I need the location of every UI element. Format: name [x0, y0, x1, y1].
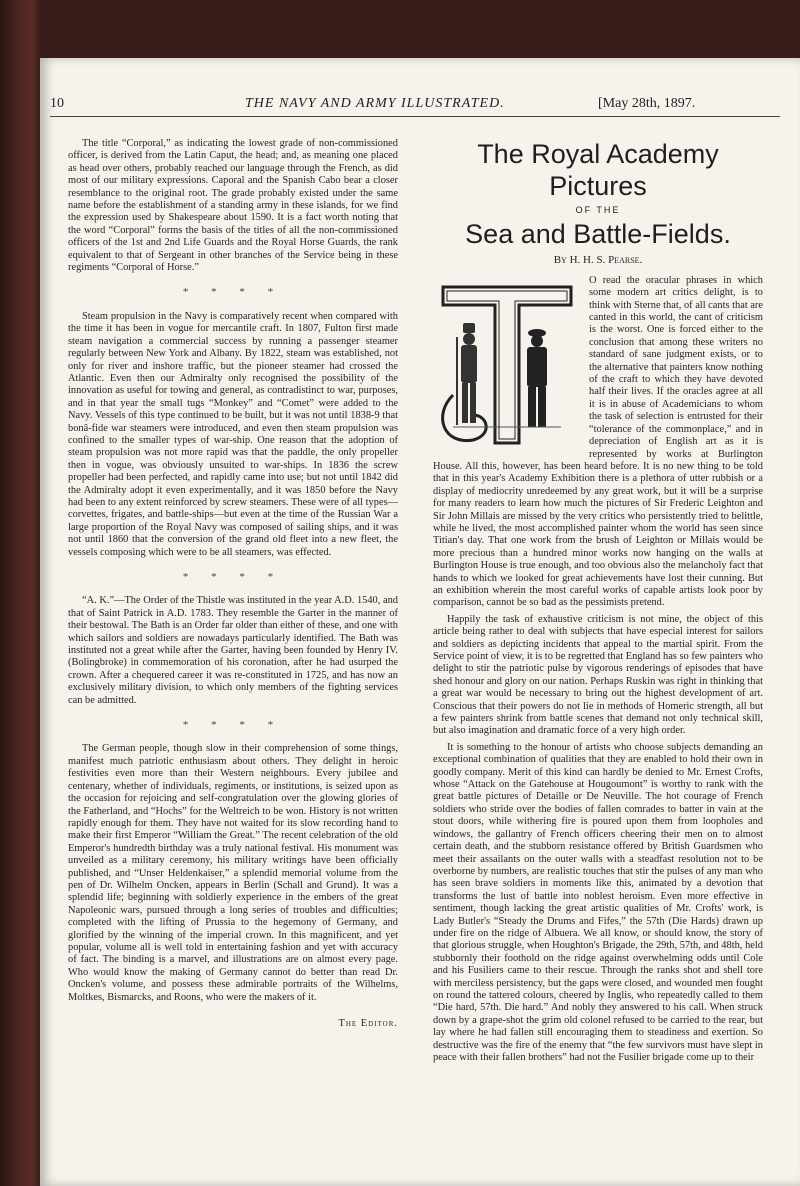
title-line-2: Sea and Battle-Fields. — [465, 219, 731, 250]
paragraph-task: Happily the task of exhaustive criticism is not mine, the object of this article being rather to deal with subjects that have especial interest for sailors and soldiers as depicting incidents that appeal to the martial spirit. From the Service point of view, it is to be regretted that England has so few painters who delight to stir the patriotic pulse by vigorous renderings of episodes that have shed honour and glory on our nation. Perhaps Ruskin was right in thinking that a great war would be necessary to bring out the highest development of art. Conscious that their powers do not lie in methods of Homeric strength, all but a few painters shrink from battle scenes that demand not only technical skill, but also imagination and dramatic force of a very high order. — [433, 613, 763, 737]
article-title — [433, 138, 763, 250]
paragraph-intro: O read the oracular phrases in which some modern art critics delight, is to think with Sterne that, of all cants that are canted in this world, the cant of criticism is the worst. One is forced either to the conclusion that among these writers no standard of sane judgment exists, or to the alternative that painters know nothing of the craft to which they have devoted half their lives. If the oracles agree at all it is in abuse of Academicians to whom the task of selection is entrusted for their “tolerance of the commonplace,” and in depreciation of English art as it is represented by works at Burlington House. All this, however, has been heard before. It is no new thing to be told that in this year's Academy Exhibition there is a plethora of utter rubbish or a display of mediocrity unredeemed by any great work, but it will be a surprise for many readers to learn how much the pictures of Sir Frederic Leighton and Sir John Millais are missed by the very critics who persistently tried to belittle, while he lived, the most accomplished painter whom the world has seen since Titian's day. That one work from the brush of Leighton or Millais would be more precious than a hundred minor works now hanging on the walls at Burlington House is true enough, and too obvious also the melancholy fact that hands to which we looked for great achievements have lost their cunning. But an exhibition wherein the most careful works of capable artists look poor by comparison, cannot be so bad as the pessimists pretend. — [433, 274, 763, 609]
paragraph-steam: Steam propulsion in the Navy is comparatively recent when compared with the time it has been in vogue for mercantile craft. In 1807, Fulton first made steam navigation a commercial success by running a passenger steamer regularly between New York and Albany. By 1822, steam was established, not only for river and inshore traffic, but the pioneer steamer had crossed the Atlantic. Even then our Admiralty only recognised the possibility of the innovation as useful for towing and general, as contradistinct to war, purposes, and in that year the small tugs “Monkey” and “Comet” were added to the Navy. Vessels of this type continued to be built, but it was not until 1838-9 that bonâ-fide war steamers were introduced, and even then steam propulsion was confined to the smaller types of war-ship. One reason that the adoption of steam propulsion was not more rapid was that the paddle, the only propeller then in vogue, was obviously unsuited to war-ships. In 1836 the screw propeller had been perfected, and rapidly came into use; but not until 1842 did the Admiralty adopt it even experimentally, and it was 1850 before the Navy had been to any extent reinforced by screw steamers. These were of all types—corvettes, frigates, and battle-ships—but even at the time of the Russian War a large proportion of the Royal Navy was composed of sailing ships, and it was not until 1860 that the conversion of the grand old fleet into a new fleet, the vessels composing which were to be all steamers, was effected. — [68, 310, 398, 558]
title-line-1: The Royal Academy Pictures — [477, 139, 719, 201]
paragraph-corporal: The title “Corporal,” as indicating the lowest grade of non-commissioned officer, is derived from the Latin Caput, the head; and, as meaning one placed as head over others, probably reached our language through the French, as did most of our military expressions. Caporal and the Spanish Cabo bear a closer resemblance to the original root. The grade probably existed under the same name before the establishment of a standing army in these islands, for we find the expression used by Shakespeare about 1590. It is a fact worth noting that the word “Corporal” forms the basis of the titles of all the non-commissioned officers of the 1st and 2nd Life Guards and the Royal Horse Guards, the rank equivalent to that of Sergeant in other branches of the Service being in these regiments “Corporal of Horse.” — [68, 138, 398, 274]
title-of-the: OF THE — [575, 205, 621, 215]
paragraph-german: The German people, though slow in their comprehension of some things, manifest much patriotic enthusiasm about others. They delight in heroic festivities even more than their Western neighbours. Every jubilee and centenary, whether of individuals, regiments, or institutions, is seized upon as the occasion for rejoicing and self-congratulation over the glowing glories of the Fatherland, and “Hochs” for the Weltreich to be won. History is not written rapidly enough for them. They have not waited for its slow recording hand to make their first Emperor “William the Great.” The recent celebration of the old Emperor's hundredth birthday was a truly national festival. His monument was unveiled as a military ceremony, his military writings have been officially published, and “Unser Heldenkaiser,” a splendid memorial volume from the pen of Dr. Wilhelm Oncken, appears in Berlin (Schall and Grund). It was a splendid life; beginning with soldierly experience in the embers of the great Napoleonic wars, pursued through a long series of troubles and difficulties; completed with the lifting of Prussia to the hegemony of Germany, and glorified by the winning of the imperial crown. In this magnificent, and yet popular, volume all is well told in entertaining fashion and yet with accuracy of fact. The binding is a marvel, and illustrations are on almost every page. Who would know the making of Germany cannot do better than read Dr. Oncken's volume, and possess these admirable portraits of the Wilhelms, Moltkes, Bismarcks, and Roons, who were the makers of it. — [68, 743, 398, 1003]
page-number: 10 — [50, 96, 64, 111]
editor-signature: The Editor. — [338, 1018, 398, 1029]
article-byline: By H. H. S. Pearse. — [553, 254, 643, 267]
dropcap-illustration — [433, 275, 581, 453]
left-column — [68, 138, 398, 1030]
section-divider: * * * * — [182, 719, 284, 732]
header-rule — [50, 116, 780, 117]
section-divider: * * * * — [182, 571, 284, 583]
magazine-page — [40, 58, 800, 1186]
paragraph-honour: It is something to the honour of artists who choose subjects demanding an exceptional combination of qualities that they are enabled to hold their own in goodly company. Merit of this kind can hardly be denied to Mr. Ernest Crofts, whose “Attack on the Gatehouse at Hougoumont” is worthy to rank with the great battle pictures of Detaille or De Neuville. The hot courage of French soldiers who stride over the bodies of fallen comrades to batter in vain at the stout doors, while withering fire is poured upon them from loopholes and windows, the gallantry of French officers cheering their men on to almost certain death, and the stubborn resistance offered by British Guardsmen who meet their assailants on the outer walls with a steadfast resolution not to be overborne by numbers, are realistic touches that stir the pulses of any man who has seen brave soldiers in moments like this, animated by a devotion that transforms the lust of battle into noblest heroism. Even more effective in sentiment, though lacking the great artistic qualities of Mr. Crofts' work, is Lady Butler's “Steady the Drums and Fifes,” the 57th (Die Hards) drawn up under fire on the ridge of Albuera. We all know, or should know, the story of that glorious struggle, when Houghton's Brigade, the 29th, 57th, and 48th, held stubbornly their foothold on the ridge against overwhelming odds until Cole and his Fusiliers came to their rescue. Through the ranks shot and shell tore with merciless persistency, but the gaps were closed, and wounded men fought on round the tattered colours, cheered by Inglis, who repeatedly called to them “Die hard, 57th. Die hard.” And nobly they answered to his call. When struck down by a grape-shot the grim old colonel refused to be carried to the rear, but lay where he had fallen still encouraging them to steadiness and exertion. So destructive was the fire of the enemy that “the few survivors must have slept in peace with their fallen brothers” had not the Fusilier brigade come up to their — [433, 741, 763, 1063]
right-column — [433, 138, 763, 1068]
section-divider: * * * * — [182, 286, 284, 299]
publication-title: THE NAVY AND ARMY ILLUSTRATED. — [245, 96, 505, 111]
soldiers-sailors-illustration — [433, 275, 581, 453]
issue-date: [May 28th, 1897. — [598, 96, 696, 111]
page-header — [50, 94, 770, 114]
paragraph-thistle: “A. K.”—The Order of the Thistle was instituted in the year A.D. 1540, and that of Saint Patrick in A.D. 1783. They resemble the Garter in the manner of their bestowal. The Bath is an Order far older than either of these, and one with which sailors and soldiers are nowadays particularly identified. The Bath was instituted not a great while after the Garter, having been founded by Henry IV. (Bolingbroke) in commemoration of his coronation, after he had usurped the crown. After a chequered career it was re-constituted in 1725, and has now an exclusively military division, to which only members of the fighting services can be admitted. — [68, 595, 398, 706]
